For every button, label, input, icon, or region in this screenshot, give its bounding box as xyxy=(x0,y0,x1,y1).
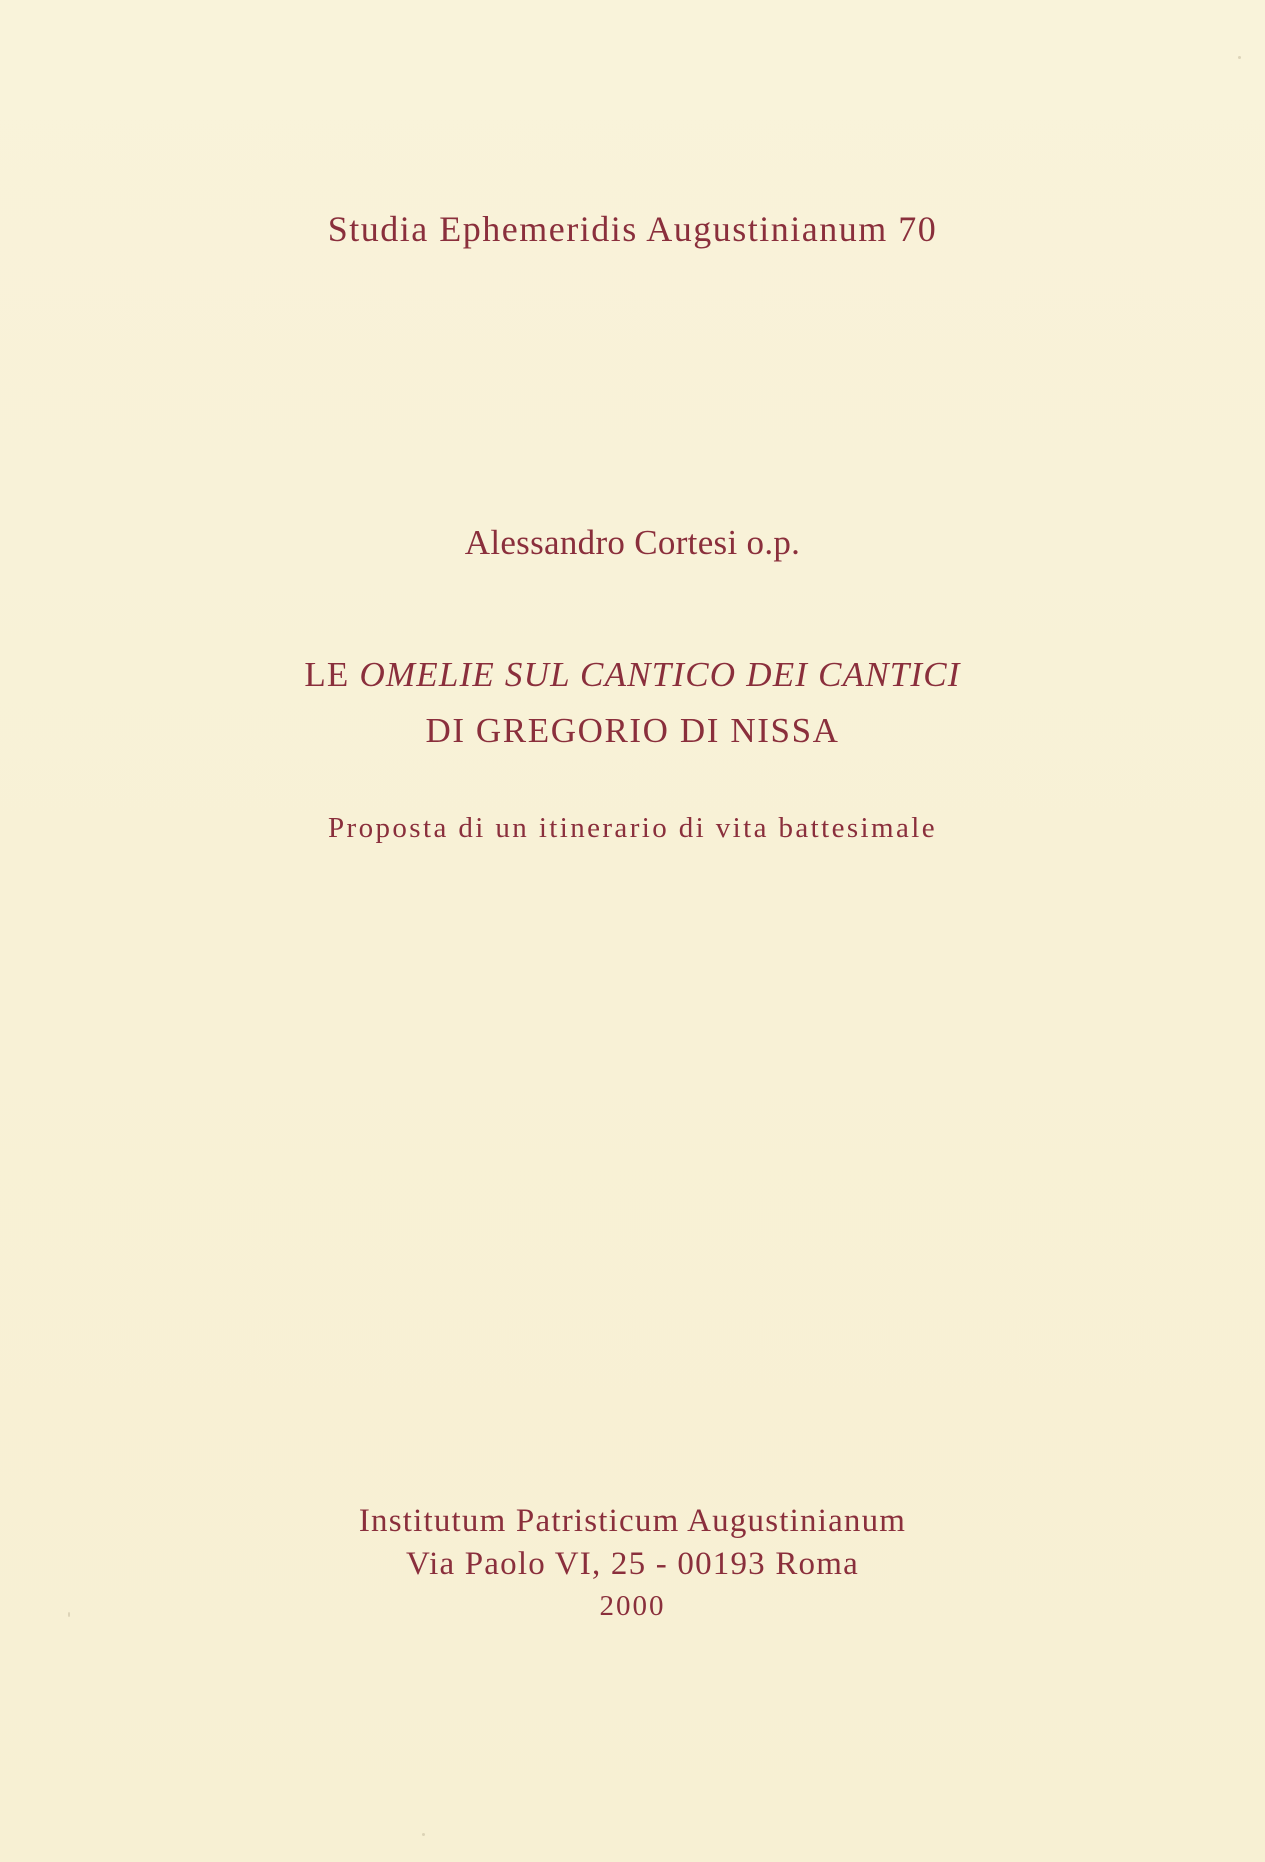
paper-speck xyxy=(68,1612,70,1617)
author-name: Alessandro Cortesi o.p. xyxy=(464,523,801,562)
publisher-address: Via Paolo VI, 25 - 00193 Roma xyxy=(406,1546,859,1582)
paper-speck xyxy=(422,1833,425,1836)
book-title-line-1 xyxy=(0,655,1265,695)
series-line: Studia Ephemeridis Augustinianum 70 xyxy=(327,209,938,249)
subtitle: Proposta di un itinerario di vita battesimale xyxy=(328,812,937,844)
paper-speck xyxy=(1238,56,1241,59)
publication-year: 2000 xyxy=(599,1590,666,1622)
book-title-line-2: DI GREGORIO DI NISSA xyxy=(425,711,840,750)
publisher-name: Institutum Patristicum Augustinianum xyxy=(358,1503,907,1539)
title-prefix: LE xyxy=(304,655,360,694)
title-italic: OMELIE SUL CANTICO DEI CANTICI xyxy=(359,655,961,694)
